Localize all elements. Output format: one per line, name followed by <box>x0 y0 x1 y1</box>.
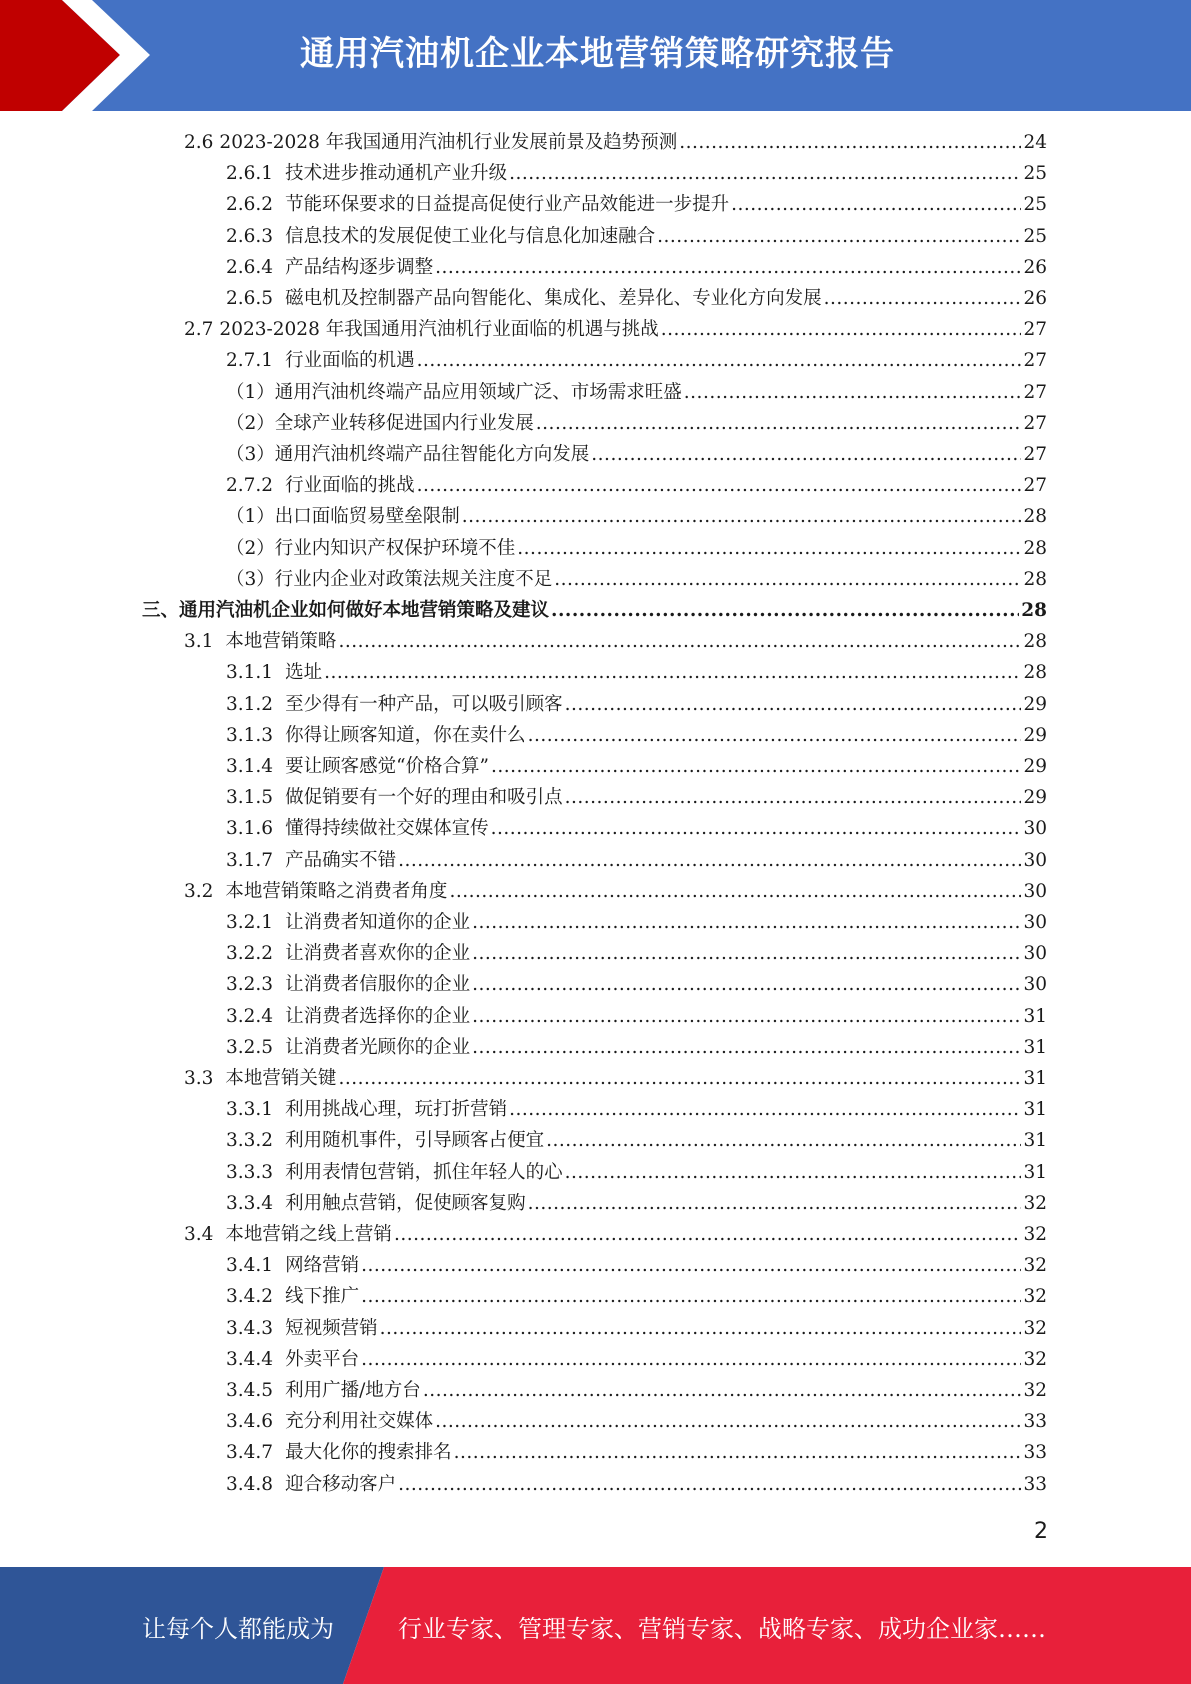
toc-entry-page: 28 <box>1023 568 1047 590</box>
toc-entry-number: 3.1.3 <box>226 724 274 746</box>
toc-entry[interactable] <box>226 907 1047 938</box>
toc-entry-number: 3.4.5 <box>226 1380 274 1401</box>
toc-dot-leader <box>435 1406 1021 1437</box>
toc-dot-leader <box>435 252 1021 283</box>
toc-entry-number: 3.1.1 <box>226 662 274 684</box>
toc-entry[interactable] <box>226 751 1047 782</box>
toc-entry-number: 2.6.5 <box>226 288 274 309</box>
toc-entry-label: 信息技术的发展促使工业化与信息化加速融合 <box>285 225 656 247</box>
toc-entry-number: 3.3.4 <box>226 1192 274 1214</box>
toc-entry[interactable] <box>226 845 1047 876</box>
toc-dot-leader <box>338 1063 1021 1094</box>
toc-entry-page: 30 <box>1023 943 1047 965</box>
toc-entry-label: 充分利用社交媒体 <box>285 1411 434 1433</box>
toc-dot-leader <box>361 1344 1021 1375</box>
toc-entry[interactable] <box>226 1344 1047 1375</box>
toc-dot-leader <box>528 1188 1022 1219</box>
toc-entry-page: 30 <box>1023 849 1047 871</box>
toc-dot-leader <box>361 1281 1021 1312</box>
toc-entry-label: 2023-2028 年我国通用汽油机行业发展前景及趋势预测 <box>219 132 678 153</box>
toc-entry-label: 让消费者光顾你的企业 <box>285 1036 471 1058</box>
toc-dot-leader <box>551 595 1019 626</box>
toc-entry[interactable] <box>226 252 1047 283</box>
toc-dot-leader <box>528 720 1022 751</box>
document-title: 通用汽油机企业本地营销策略研究报告 <box>300 34 895 74</box>
toc-dot-leader <box>517 533 1021 564</box>
toc-entry-page: 28 <box>1023 506 1047 528</box>
toc-entry[interactable] <box>226 470 1047 501</box>
toc-entry-number: 2.7.2 <box>226 475 274 497</box>
toc-entry-number: 3.4.1 <box>226 1255 274 1277</box>
toc-entry-page: 32 <box>1023 1317 1047 1339</box>
toc-entry-page: 32 <box>1023 1348 1047 1370</box>
toc-dot-leader <box>398 1469 1021 1500</box>
toc-entry-number: 3.4.6 <box>226 1411 274 1433</box>
toc-entry-page: 27 <box>1023 412 1047 434</box>
toc-entry-number: 3.4.7 <box>226 1442 274 1464</box>
toc-entry-number: 3.4.3 <box>226 1317 274 1339</box>
toc-entry-label: 行业面临的机遇 <box>285 350 415 372</box>
toc-entry-number: 3.3 <box>184 1068 214 1089</box>
toc-entry[interactable] <box>226 1188 1047 1219</box>
toc-entry-number: 2.6.2 <box>226 194 274 216</box>
toc-entry[interactable] <box>184 876 1047 907</box>
toc-entry-page: 27 <box>1023 350 1047 372</box>
toc-entry[interactable] <box>226 564 1047 595</box>
toc-entry-number: 3.4.8 <box>226 1473 274 1495</box>
toc-entry-label: 至少得有一种产品，可以吸引顾客 <box>285 693 563 715</box>
toc-entry-page: 29 <box>1023 693 1047 715</box>
toc-dot-leader <box>462 501 1022 532</box>
toc-dot-leader <box>509 1094 1021 1125</box>
toc-entry-page: 25 <box>1023 225 1047 247</box>
page-footer <box>0 1567 1191 1684</box>
toc-dot-leader <box>661 314 1022 345</box>
toc-dot-leader <box>380 1313 1022 1344</box>
toc-entry-label: 迎合移动客户 <box>285 1473 397 1495</box>
toc-entry[interactable] <box>226 377 1047 408</box>
toc-entry[interactable] <box>184 626 1047 657</box>
toc-dot-leader <box>417 345 1022 376</box>
toc-entry-number: 3.1.7 <box>226 849 274 871</box>
toc-entry-number: 3.2.2 <box>226 943 274 965</box>
toc-entry-page: 32 <box>1023 1255 1047 1277</box>
toc-dot-leader <box>449 876 1021 907</box>
toc-dot-leader <box>417 470 1022 501</box>
toc-entry-label: 节能环保要求的日益提高促使行业产品效能进一步提升 <box>285 194 730 216</box>
toc-dot-leader <box>536 408 1022 439</box>
toc-entry-number: 3.4.4 <box>226 1348 274 1370</box>
toc-entry-label: 最大化你的搜索排名 <box>285 1442 452 1464</box>
toc-entry[interactable] <box>226 158 1047 189</box>
toc-dot-leader <box>338 626 1021 657</box>
toc-entry-label: 行业面临的挑战 <box>285 475 415 497</box>
toc-entry-page: 28 <box>1023 537 1047 559</box>
toc-entry-page: 32 <box>1023 1380 1047 1401</box>
toc-entry[interactable] <box>226 1437 1047 1468</box>
toc-entry-page: 32 <box>1023 1286 1047 1308</box>
toc-entry-label: 通用汽油机终端产品应用领域广泛、市场需求旺盛 <box>274 381 682 403</box>
toc-entry[interactable] <box>226 1313 1047 1344</box>
toc-entry[interactable] <box>226 533 1047 564</box>
toc-entry-page: 32 <box>1023 1224 1047 1245</box>
toc-entry[interactable] <box>226 1001 1047 1032</box>
toc-entry-number: 3.1.2 <box>226 693 274 715</box>
toc-entry-number: 2.6 <box>184 132 214 153</box>
toc-entry-page: 25 <box>1023 163 1047 185</box>
toc-dot-leader <box>731 189 1021 220</box>
toc-entry-page: 29 <box>1023 724 1047 746</box>
toc-entry[interactable] <box>184 314 1047 345</box>
toc-dot-leader <box>546 1125 1021 1156</box>
toc-entry[interactable] <box>226 1406 1047 1437</box>
toc-entry-page: 31 <box>1023 1130 1047 1152</box>
toc-entry-number: 3.4 <box>184 1224 214 1245</box>
toc-entry-label: 利用触点营销，促使顾客复购 <box>285 1192 526 1214</box>
toc-entry-label: 你得让顾客知道，你在卖什么 <box>285 724 526 746</box>
toc-entry-page: 30 <box>1023 818 1047 840</box>
toc-entry-label: 要让顾客感觉“价格合算” <box>285 756 489 777</box>
toc-entry-number: 三、 <box>142 600 180 621</box>
toc-entry-label: 行业内知识产权保护环境不佳 <box>274 537 516 559</box>
toc-dot-leader <box>509 158 1021 189</box>
toc-entry-number: （2） <box>226 412 275 434</box>
toc-entry[interactable] <box>226 1157 1047 1188</box>
page-header <box>0 0 1191 111</box>
toc-entry-number: 3.1.6 <box>226 818 274 840</box>
toc-entry-page: 31 <box>1023 1161 1047 1183</box>
toc-entry-label: 通用汽油机终端产品往智能化方向发展 <box>274 444 590 465</box>
toc-entry-number: 3.2.1 <box>226 912 274 933</box>
toc-entry-label: 线下推广 <box>285 1286 360 1308</box>
toc-entry-label: 产品结构逐步调整 <box>285 256 434 278</box>
toc-entry-number: 2.7 <box>184 319 214 341</box>
toc-entry[interactable] <box>226 1125 1047 1156</box>
toc-entry-page: 29 <box>1023 787 1047 809</box>
toc-entry[interactable] <box>226 408 1047 439</box>
toc-entry-label: 行业内企业对政策法规关注度不足 <box>274 568 553 590</box>
toc-entry-label: 利用表情包营销，抓住年轻人的心 <box>285 1161 563 1183</box>
toc-entry-page: 29 <box>1023 756 1047 777</box>
toc-entry[interactable] <box>226 782 1047 813</box>
toc-entry-label: 本地营销之线上营销 <box>225 1224 392 1245</box>
toc-dot-leader <box>591 439 1021 470</box>
toc-entry-page: 26 <box>1023 288 1047 309</box>
toc-entry-number: 3.2.3 <box>226 974 274 996</box>
footer-slogan-left: 让每个人都能成为 <box>142 1615 334 1643</box>
toc-entry-page: 26 <box>1023 256 1047 278</box>
toc-entry-number: 3.1.5 <box>226 787 274 809</box>
toc-dot-leader <box>398 845 1021 876</box>
toc-entry-label: 技术进步推动通机产业升级 <box>285 163 508 185</box>
toc-entry[interactable] <box>226 283 1047 314</box>
toc-entry[interactable] <box>226 501 1047 532</box>
toc-entry-page: 28 <box>1023 662 1047 684</box>
toc-entry-number: （3） <box>226 568 275 590</box>
toc-dot-leader <box>679 127 1021 158</box>
toc-entry[interactable] <box>226 938 1047 969</box>
toc-dot-leader <box>684 377 1022 408</box>
toc-entry-page: 25 <box>1023 194 1047 216</box>
toc-entry-number: （1） <box>226 381 275 403</box>
toc-entry-label: 让消费者信服你的企业 <box>285 974 471 996</box>
toc-entry-label: 利用随机事件，引导顾客占便宜 <box>285 1130 545 1152</box>
toc-entry-page: 33 <box>1023 1442 1047 1464</box>
toc-entry-page: 31 <box>1023 1068 1047 1089</box>
toc-entry[interactable] <box>184 127 1047 158</box>
toc-dot-leader <box>554 564 1021 595</box>
toc-entry[interactable] <box>226 1469 1047 1500</box>
toc-entry-label: 短视频营销 <box>285 1317 378 1339</box>
toc-entry-label: 出口面临贸易壁垒限制 <box>274 506 460 528</box>
toc-entry-page: 31 <box>1023 1036 1047 1058</box>
toc-entry[interactable] <box>226 689 1047 720</box>
toc-dot-leader <box>565 782 1022 813</box>
toc-dot-leader <box>491 813 1022 844</box>
toc-entry-page: 24 <box>1023 132 1047 153</box>
toc-dot-leader <box>491 751 1021 782</box>
toc-dot-leader <box>454 1437 1022 1468</box>
toc-entry-label: 让消费者喜欢你的企业 <box>285 943 471 965</box>
toc-entry-label: 网络营销 <box>285 1255 360 1277</box>
toc-entry-label: 全球产业转移促进国内行业发展 <box>274 412 534 434</box>
toc-entry[interactable] <box>184 1219 1047 1250</box>
toc-entry-page: 27 <box>1023 381 1047 403</box>
toc-entry-page: 32 <box>1023 1192 1047 1214</box>
toc-dot-leader <box>423 1375 1022 1406</box>
toc-dot-leader <box>472 969 1021 1000</box>
toc-entry-label: 本地营销策略 <box>225 631 337 653</box>
toc-entry[interactable] <box>226 657 1047 688</box>
toc-entry-number: 2.6.4 <box>226 256 274 278</box>
toc-entry-page: 27 <box>1023 319 1047 341</box>
toc-entry-number: 2.6.3 <box>226 225 274 247</box>
toc-entry-page: 27 <box>1023 444 1047 465</box>
toc-dot-leader <box>565 1157 1022 1188</box>
toc-dot-leader <box>824 283 1022 314</box>
toc-entry-label: 磁电机及控制器产品向智能化、集成化、差异化、专业化方向发展 <box>285 288 822 309</box>
toc-entry-label: 本地营销关键 <box>225 1068 337 1089</box>
toc-entry-label: 懂得持续做社交媒体宣传 <box>285 818 489 840</box>
toc-dot-leader <box>361 1250 1021 1281</box>
toc-entry[interactable] <box>226 221 1047 252</box>
toc-entry-number: 2.7.1 <box>226 350 274 372</box>
toc-entry-number: 3.1 <box>184 631 214 653</box>
toc-dot-leader <box>472 907 1021 938</box>
toc-entry-page: 30 <box>1023 974 1047 996</box>
toc-dot-leader <box>472 938 1021 969</box>
toc-entry-label: 通用汽油机企业如何做好本地营销策略及建议 <box>179 600 550 621</box>
toc-entry-label: 利用广播/地方台 <box>285 1380 421 1401</box>
toc-entry-label: 本地营销策略之消费者角度 <box>225 880 448 902</box>
toc-entry-label: 让消费者知道你的企业 <box>285 912 471 933</box>
footer-slogan-right: 行业专家、管理专家、营销专家、战略专家、成功企业家…… <box>398 1615 1046 1643</box>
toc-entry-number: 3.2.4 <box>226 1005 274 1027</box>
toc-entry-number: （3） <box>226 444 275 465</box>
toc-entry[interactable] <box>226 1094 1047 1125</box>
toc-entry-number: 3.1.4 <box>226 756 274 777</box>
toc-entry[interactable] <box>226 189 1047 220</box>
toc-entry-number: 3.2.5 <box>226 1036 274 1058</box>
toc-entry-label: 选址 <box>285 662 323 684</box>
toc-entry-number: 2.6.1 <box>226 163 274 185</box>
toc-dot-leader <box>472 1032 1021 1063</box>
toc-entry-label: 2023-2028 年我国通用汽油机行业面临的机遇与挑战 <box>219 319 659 341</box>
toc-dot-leader <box>472 1001 1021 1032</box>
toc-dot-leader <box>394 1219 1022 1250</box>
toc-entry[interactable] <box>226 1032 1047 1063</box>
toc-dot-leader <box>565 689 1022 720</box>
toc-entry-label: 产品确实不错 <box>285 849 397 871</box>
toc-entry-number: 3.3.1 <box>226 1099 274 1121</box>
toc-entry-page: 28 <box>1023 631 1047 653</box>
page-number: 2 <box>1034 1519 1048 1544</box>
toc-entry-label: 让消费者选择你的企业 <box>285 1005 471 1027</box>
toc-dot-leader <box>324 657 1021 688</box>
toc-entry[interactable] <box>226 1375 1047 1406</box>
toc-entry-number: 3.2 <box>184 880 214 902</box>
toc-entry[interactable] <box>226 345 1047 376</box>
toc-entry-label: 外卖平台 <box>285 1348 360 1370</box>
toc-entry-page: 33 <box>1023 1473 1047 1495</box>
toc-entry-page: 30 <box>1023 880 1047 902</box>
toc-entry-page: 33 <box>1023 1411 1047 1433</box>
toc-entry-page: 28 <box>1021 600 1047 621</box>
toc-entry-label: 利用挑战心理，玩打折营销 <box>285 1099 508 1121</box>
toc-entry-page: 30 <box>1023 912 1047 933</box>
toc-entry-page: 31 <box>1023 1099 1047 1121</box>
toc-entry-number: 3.4.2 <box>226 1286 274 1308</box>
toc-entry-page: 31 <box>1023 1005 1047 1027</box>
toc-entry[interactable] <box>226 1281 1047 1312</box>
toc-entry-label: 做促销要有一个好的理由和吸引点 <box>285 787 563 809</box>
toc-entry[interactable] <box>226 439 1047 470</box>
toc-entry-number: （1） <box>226 506 275 528</box>
toc-entry[interactable] <box>184 1063 1047 1094</box>
toc-entry[interactable] <box>226 720 1047 751</box>
toc-entry[interactable] <box>226 1250 1047 1281</box>
toc-entry[interactable] <box>226 813 1047 844</box>
toc-entry[interactable] <box>226 969 1047 1000</box>
toc-dot-leader <box>657 221 1021 252</box>
toc-entry-number: 3.3.2 <box>226 1130 274 1152</box>
toc-entry-page: 27 <box>1023 475 1047 497</box>
toc-entry-number: （2） <box>226 537 275 559</box>
toc-entry-number: 3.3.3 <box>226 1161 274 1183</box>
toc-entry[interactable] <box>142 595 1047 626</box>
